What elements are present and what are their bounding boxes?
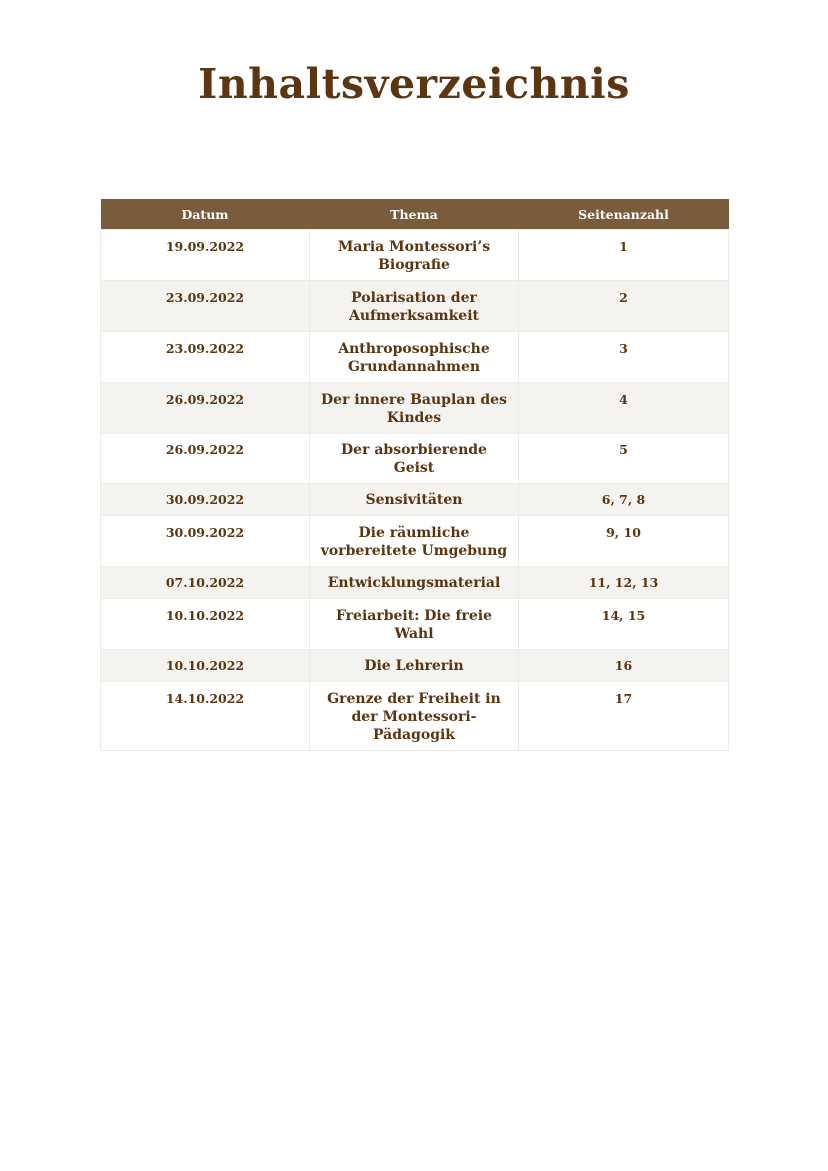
cell-pages: 1 bbox=[519, 230, 729, 281]
table-row bbox=[101, 383, 729, 434]
table-row bbox=[101, 599, 729, 650]
cell-topic: Die Lehrerin bbox=[310, 650, 519, 682]
cell-pages: 3 bbox=[519, 332, 729, 383]
cell-pages: 2 bbox=[519, 281, 729, 332]
table-row bbox=[101, 230, 729, 281]
cell-pages: 14, 15 bbox=[519, 599, 729, 650]
table-row bbox=[101, 434, 729, 484]
cell-date: 26.09.2022 bbox=[101, 434, 310, 484]
cell-topic: Freiarbeit: Die freie Wahl bbox=[310, 599, 519, 650]
cell-pages: 16 bbox=[519, 650, 729, 682]
table-row bbox=[101, 650, 729, 682]
table-of-contents bbox=[100, 199, 729, 751]
cell-date: 10.10.2022 bbox=[101, 650, 310, 682]
cell-pages: 9, 10 bbox=[519, 516, 729, 567]
table-row bbox=[101, 281, 729, 332]
table-row bbox=[101, 516, 729, 567]
cell-date: 07.10.2022 bbox=[101, 567, 310, 599]
cell-date: 30.09.2022 bbox=[101, 516, 310, 567]
cell-date: 23.09.2022 bbox=[101, 281, 310, 332]
column-header-pages: Seitenanzahl bbox=[519, 199, 729, 230]
table-row bbox=[101, 332, 729, 383]
page-title: Inhaltsverzeichnis bbox=[198, 60, 630, 108]
column-header-date: Datum bbox=[101, 199, 310, 230]
cell-pages: 6, 7, 8 bbox=[519, 484, 729, 516]
table-header-row bbox=[101, 199, 729, 230]
cell-topic: Entwicklungsmaterial bbox=[310, 567, 519, 599]
cell-topic: Maria Montessori’s Biografie bbox=[310, 230, 519, 281]
cell-topic: Der innere Bauplan des Kindes bbox=[310, 383, 519, 434]
cell-date: 23.09.2022 bbox=[101, 332, 310, 383]
cell-topic: Sensivitäten bbox=[310, 484, 519, 516]
column-header-topic: Thema bbox=[310, 199, 519, 230]
cell-pages: 4 bbox=[519, 383, 729, 434]
cell-date: 14.10.2022 bbox=[101, 682, 310, 751]
cell-topic: Grenze der Freiheit in der Montessori-Pädagogik bbox=[310, 682, 519, 751]
cell-topic: Anthroposophische Grundannahmen bbox=[310, 332, 519, 383]
cell-topic: Polarisation der Aufmerksamkeit bbox=[310, 281, 519, 332]
cell-topic: Die räumliche vorbereitete Umgebung bbox=[310, 516, 519, 567]
cell-date: 26.09.2022 bbox=[101, 383, 310, 434]
table-row bbox=[101, 484, 729, 516]
cell-pages: 11, 12, 13 bbox=[519, 567, 729, 599]
cell-date: 19.09.2022 bbox=[101, 230, 310, 281]
cell-pages: 5 bbox=[519, 434, 729, 484]
table-row bbox=[101, 682, 729, 751]
cell-topic: Der absorbierende Geist bbox=[310, 434, 519, 484]
cell-date: 30.09.2022 bbox=[101, 484, 310, 516]
cell-date: 10.10.2022 bbox=[101, 599, 310, 650]
table-row bbox=[101, 567, 729, 599]
cell-pages: 17 bbox=[519, 682, 729, 751]
